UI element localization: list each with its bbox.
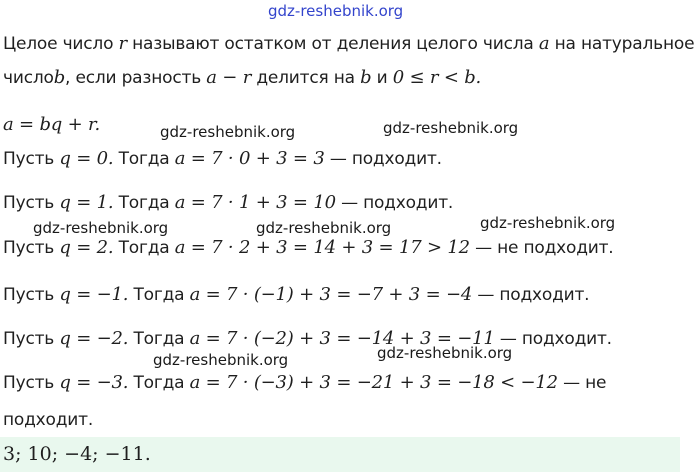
case-expression: a = 7 · 1 + 3 = 10 bbox=[174, 192, 336, 213]
definition-text: , если разность bbox=[65, 68, 202, 88]
case-expression: a = 7 · (−3) + 3 = −21 + 3 = −18 < −12 bbox=[189, 372, 558, 393]
case-then: Тогда bbox=[118, 238, 170, 258]
case-line bbox=[3, 192, 453, 214]
case-expression: a = 7 · 2 + 3 = 14 + 3 = 17 > 12 bbox=[174, 237, 470, 258]
case-q: q = −2. bbox=[59, 328, 129, 349]
definition-line-2 bbox=[3, 67, 481, 89]
case-then: Тогда bbox=[133, 373, 185, 393]
var-b: b bbox=[53, 67, 66, 88]
case-result: — не подходит. bbox=[475, 238, 614, 258]
watermark: gdz-reshebnik.org bbox=[383, 119, 519, 137]
case-line bbox=[3, 372, 606, 394]
case-result: — подходит. bbox=[329, 149, 442, 169]
case-expression: a = 7 · (−2) + 3 = −14 + 3 = −11 bbox=[189, 328, 495, 349]
formula-line bbox=[3, 114, 100, 136]
definition-text: называют остатком от деления целого числа bbox=[132, 34, 534, 54]
watermark: gdz-reshebnik.org bbox=[33, 219, 169, 237]
case-q: q = −1. bbox=[59, 284, 129, 305]
definition-text: и bbox=[376, 68, 388, 88]
continuation-line bbox=[3, 409, 93, 431]
case-line bbox=[3, 237, 614, 259]
var-r: r bbox=[118, 33, 127, 54]
watermark-top: gdz-reshebnik.org bbox=[268, 2, 404, 20]
definition-text: на натуральное bbox=[554, 34, 694, 54]
case-result: — подходит. bbox=[499, 329, 612, 349]
case-line bbox=[3, 284, 589, 306]
case-result: — подходит. bbox=[477, 285, 590, 305]
case-line bbox=[3, 148, 442, 170]
case-result: — подходит. bbox=[341, 193, 454, 213]
definition-line-1 bbox=[3, 33, 694, 55]
var-b: b bbox=[360, 67, 372, 88]
case-prefix: Пусть bbox=[3, 149, 55, 169]
var-a: a bbox=[538, 33, 550, 54]
case-then: Тогда bbox=[118, 149, 170, 169]
case-q: q = −3. bbox=[59, 372, 129, 393]
case-expression: a = 7 · (−1) + 3 = −7 + 3 = −4 bbox=[189, 284, 473, 305]
watermark: gdz-reshebnik.org bbox=[377, 344, 513, 362]
case-prefix: Пусть bbox=[3, 373, 55, 393]
case-q: q = 0. bbox=[59, 148, 114, 169]
case-expression: a = 7 · 0 + 3 = 3 bbox=[174, 148, 325, 169]
difference-expression: a − r bbox=[206, 67, 252, 88]
case-then: Тогда bbox=[118, 193, 170, 213]
answer-text: 3; 10; −4; −11. bbox=[3, 443, 151, 465]
watermark: gdz-reshebnik.org bbox=[480, 214, 616, 232]
definition-text: Целое число bbox=[3, 34, 114, 54]
definition-text: число bbox=[3, 68, 54, 88]
watermark: gdz-reshebnik.org bbox=[153, 351, 289, 369]
case-prefix: Пусть bbox=[3, 238, 55, 258]
continuation-text: подходит. bbox=[3, 410, 94, 430]
formula: a = bq + r. bbox=[3, 114, 100, 135]
case-line bbox=[3, 328, 612, 350]
watermark: gdz-reshebnik.org bbox=[160, 123, 296, 141]
case-prefix: Пусть bbox=[3, 193, 55, 213]
case-prefix: Пусть bbox=[3, 329, 55, 349]
case-prefix: Пусть bbox=[3, 285, 55, 305]
inequality-expression: 0 ≤ r < b. bbox=[392, 67, 482, 88]
case-q: q = 2. bbox=[59, 237, 114, 258]
case-result: — не bbox=[563, 373, 607, 393]
definition-text: делится на bbox=[256, 68, 355, 88]
case-then: Тогда bbox=[133, 285, 185, 305]
case-q: q = 1. bbox=[59, 192, 114, 213]
watermark: gdz-reshebnik.org bbox=[256, 219, 392, 237]
case-then: Тогда bbox=[133, 329, 185, 349]
